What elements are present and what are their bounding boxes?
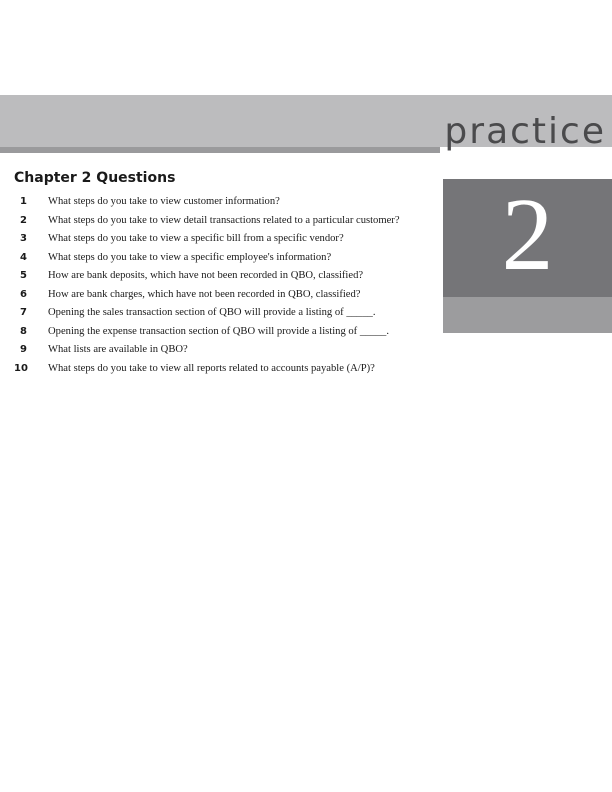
question-text: Opening the expense transaction section of QBO will provide a listing of _____.	[48, 325, 389, 337]
question-item	[14, 344, 444, 357]
question-list	[14, 196, 444, 381]
question-item	[14, 233, 444, 246]
chapter-box-footer	[443, 297, 612, 333]
question-number: 7	[20, 307, 27, 318]
question-text: How are bank charges, which have not been recorded in QBO, classified?	[48, 288, 361, 300]
question-number: 9	[20, 344, 27, 355]
question-item	[14, 363, 444, 376]
question-text: What steps do you take to view detail transactions related to a particular customer?	[48, 214, 400, 226]
question-number: 2	[20, 214, 27, 226]
question-text: What lists are available in QBO?	[48, 344, 188, 355]
question-text: What steps do you take to view a specific employee's information?	[48, 251, 332, 263]
section-title: Chapter 2 Questions	[14, 170, 176, 186]
question-item	[14, 307, 444, 320]
chapter-number-box	[443, 179, 612, 297]
question-item	[14, 326, 444, 339]
question-number: 1	[20, 196, 27, 207]
question-number: 8	[20, 325, 27, 337]
question-item	[14, 252, 444, 265]
question-text: Opening the sales transaction section of QBO will provide a listing of _____.	[48, 307, 376, 318]
question-number: 3	[20, 233, 27, 244]
question-number: 5	[20, 270, 27, 281]
question-text: What steps do you take to view a specific bill from a specific vendor?	[48, 233, 344, 244]
question-item	[14, 289, 444, 302]
practice-label: practice	[444, 111, 606, 152]
question-number: 10	[14, 362, 28, 374]
question-item	[14, 215, 444, 228]
question-item	[14, 270, 444, 283]
question-number: 4	[20, 251, 27, 263]
question-number: 6	[20, 288, 27, 300]
question-text: How are bank deposits, which have not been recorded in QBO, classified?	[48, 270, 364, 281]
header-band-underline	[0, 147, 440, 153]
question-item	[14, 196, 444, 209]
question-text: What steps do you take to view customer information?	[48, 196, 280, 207]
question-text: What steps do you take to view all reports related to accounts payable (A/P)?	[48, 362, 375, 374]
chapter-number: 2	[501, 177, 554, 292]
